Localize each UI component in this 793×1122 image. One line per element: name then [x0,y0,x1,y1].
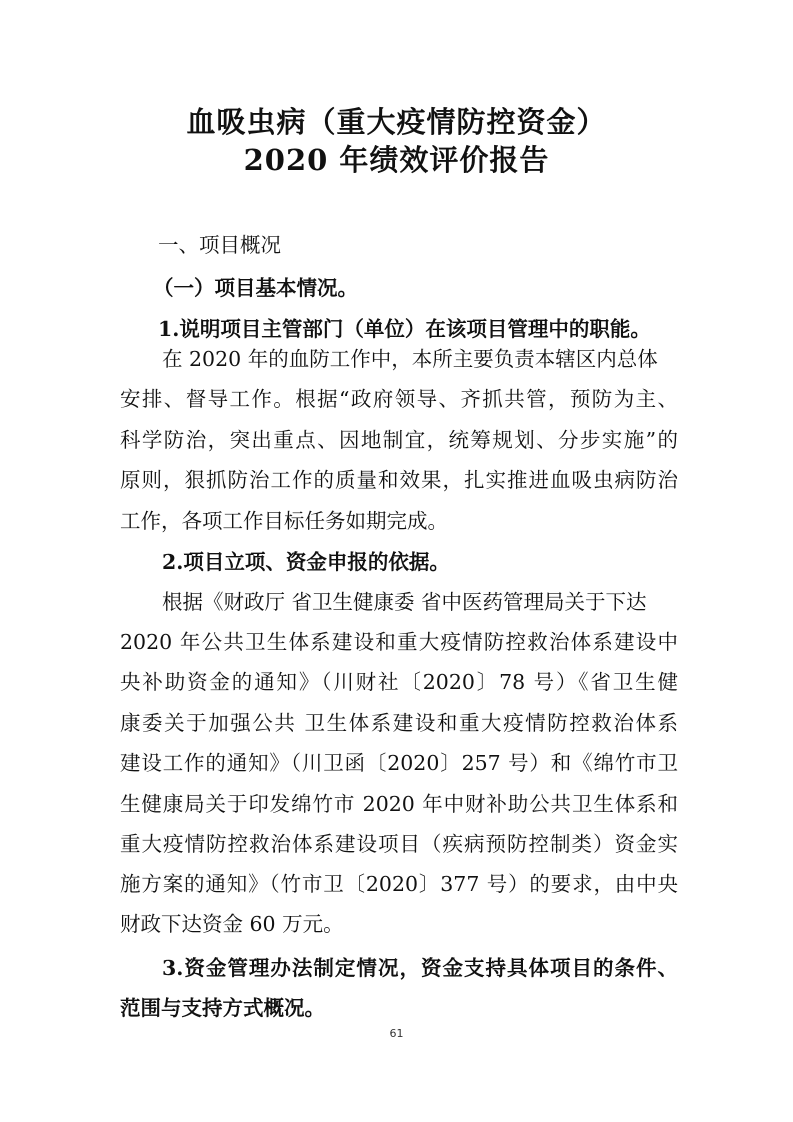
paragraph-1-line: 安排、督导工作。根据“政府领导、齐抓共管，预防为主、 [120,387,678,411]
paragraph-2-line: 建设工作的通知》（川卫函〔2020〕257 号）和《绵竹市卫 [120,751,678,775]
item-3-heading-line-1: 3.资金管理办法制定情况，资金支持具体项目的条件、 [162,956,678,980]
paragraph-2-line: 央补助资金的通知》（川财社〔2020〕78 号）《省卫生健 [120,670,678,694]
item-1-heading: 1.说明项目主管部门（单位）在该项目管理中的职能。 [158,317,651,341]
paragraph-2-line: 生健康局关于印发绵竹市 2020 年中财补助公共卫生体系和 [120,792,678,816]
paragraph-2-line: 施方案的通知》（竹市卫〔2020〕377 号）的要求，由中央 [120,872,678,896]
paragraph-2-line: 根据《财政厅 省卫生健康委 省中医药管理局关于下达 [162,590,647,614]
subsection-heading: （一）项目基本情况。 [153,276,358,300]
paragraph-1-line: 工作，各项工作目标任务如期完成。 [120,509,448,533]
section-heading: 一、项目概况 [158,233,281,257]
report-title-line-1: 血吸虫病（重大疫情防控资金） [186,105,607,139]
paragraph-1-line: 科学防治，突出重点、因地制宜，统筹规划、分步实施”的 [120,428,678,452]
report-title-line-2: 2020 年绩效评价报告 [243,143,550,177]
paragraph-1-line: 原则，狠抓防治工作的质量和效果，扎实推进血吸虫病防治 [120,468,678,492]
item-2-heading: 2.项目立项、资金申报的依据。 [162,550,450,574]
paragraph-2-line: 2020 年公共卫生体系建设和重大疫情防控救治体系建设中 [120,630,678,654]
paragraph-1-line: 在 2020 年的血防工作中，本所主要负责本辖区内总体 [162,347,658,371]
paragraph-2-line: 重大疫情防控救治体系建设项目（疾病预防控制类）资金实 [120,832,678,856]
paragraph-2-line: 康委关于加强公共 卫生体系建设和重大疫情防控救治体系 [120,711,678,735]
item-3-heading-line-2: 范围与支持方式概况。 [120,996,325,1020]
paragraph-2-line: 财政下达资金 60 万元。 [120,912,344,936]
page-number: 61 [389,1027,404,1040]
